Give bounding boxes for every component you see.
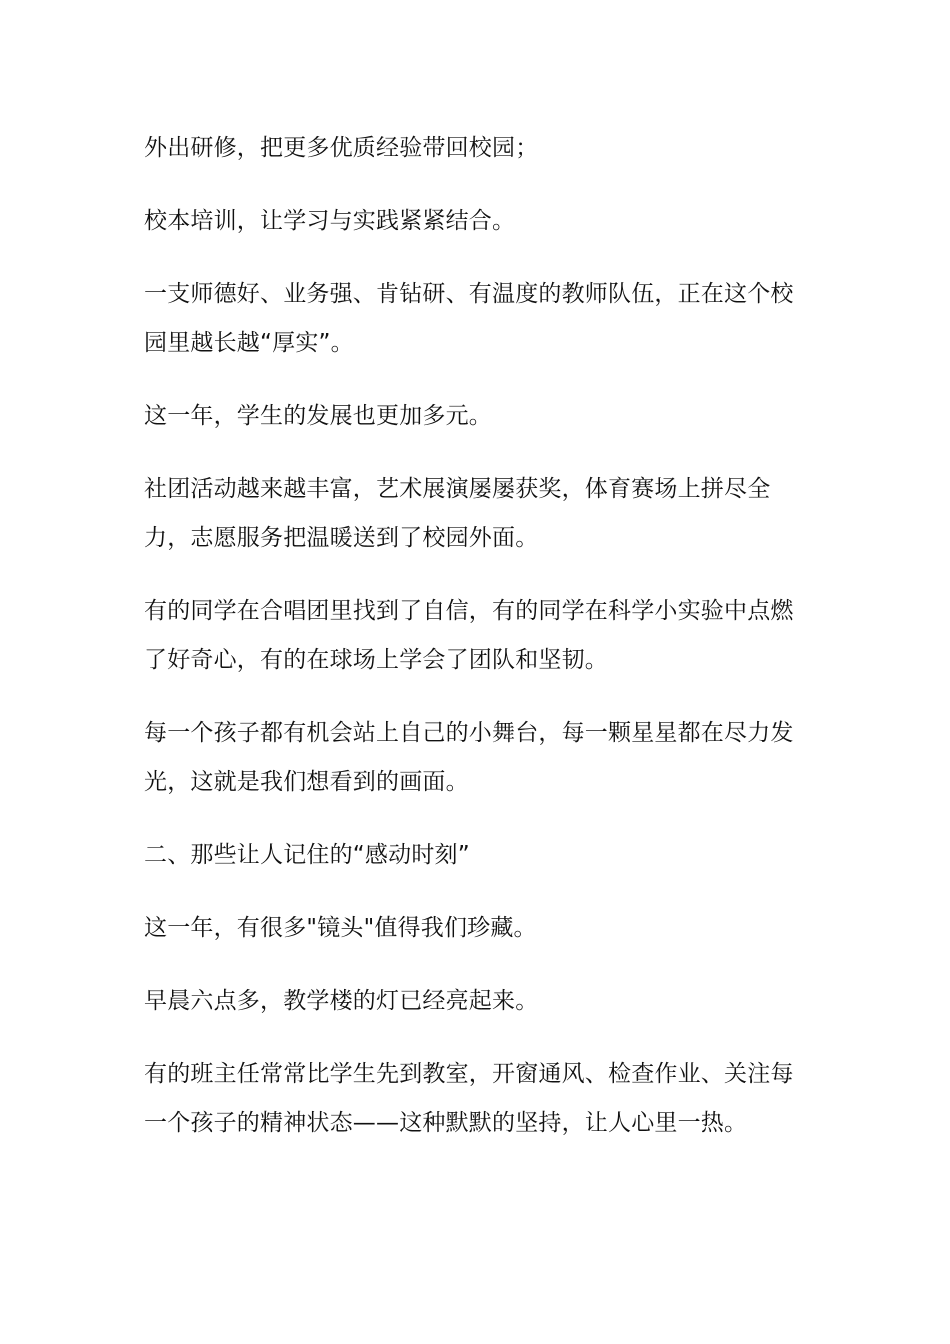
paragraph-11: 有的班主任常常比学生先到教室，开窗通风、检查作业、关注每一个孩子的精神状态——这种默默的坚持，让人心里一热。 bbox=[144, 1061, 794, 1136]
paragraph-3: 一支师德好、业务强、肯钻研、有温度的教师队伍，正在这个校园里越长越“厚实”。 bbox=[144, 281, 794, 356]
paragraph-4: 这一年，学生的发展也更加多元。 bbox=[144, 403, 492, 429]
paragraph-6: 有的同学在合唱团里找到了自信，有的同学在科学小实验中点燃了好奇心，有的在球场上学会了团队和坚韧。 bbox=[144, 598, 794, 673]
paragraph-2: 校本培训，让学习与实践紧紧结合。 bbox=[144, 208, 516, 234]
paragraph-5: 社团活动越来越丰富，艺术展演屡屡获奖，体育赛场上拼尽全力，志愿服务把温暖送到了校园外面。 bbox=[144, 476, 771, 551]
paragraph-10: 早晨六点多，教学楼的灯已经亮起来。 bbox=[144, 988, 539, 1014]
document-body bbox=[144, 124, 814, 1172]
section-heading: 二、那些让人记住的“感动时刻” bbox=[144, 842, 470, 868]
paragraph-7: 每一个孩子都有机会站上自己的小舞台，每一颗星星都在尽力发光，这就是我们想看到的画面。 bbox=[144, 720, 794, 795]
paragraph-9: 这一年，有很多"镜头"值得我们珍藏。 bbox=[144, 915, 537, 941]
paragraph-1: 外出研修，把更多优质经验带回校园； bbox=[144, 135, 539, 161]
